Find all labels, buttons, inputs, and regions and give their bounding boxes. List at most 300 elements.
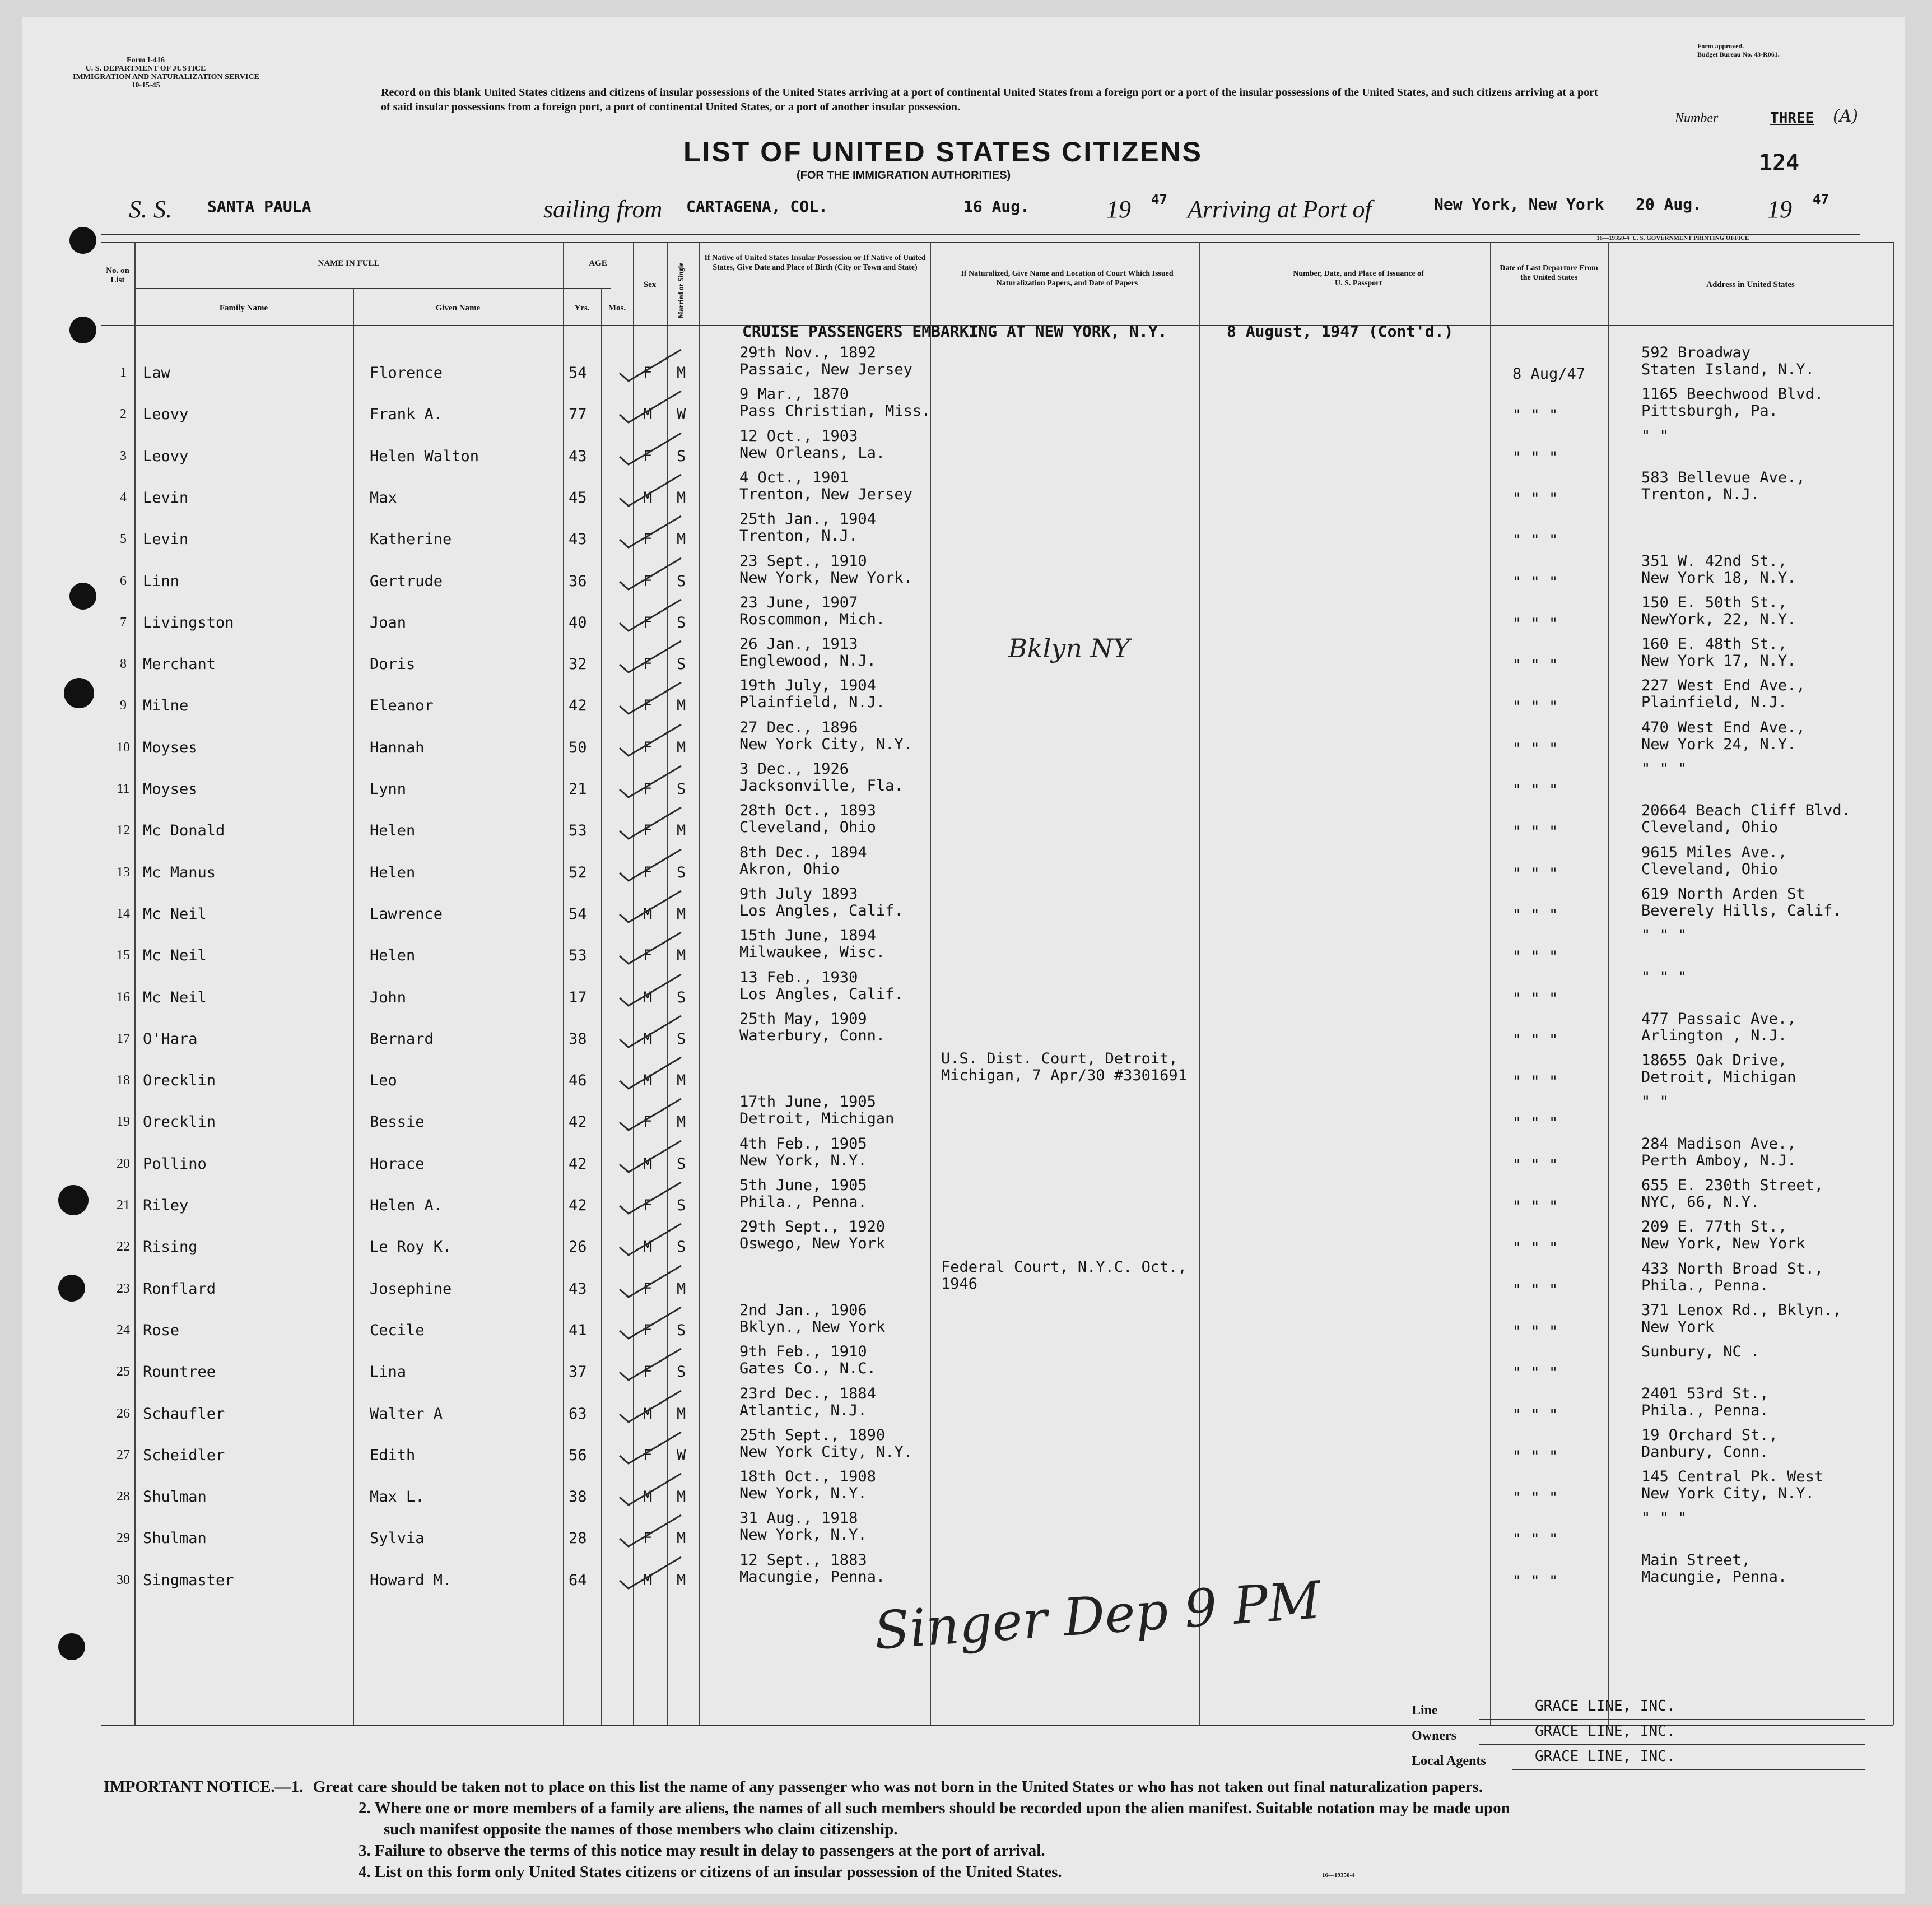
birth-date-cell: 29th Nov., 1892 xyxy=(739,344,876,361)
given-name-cell: Sylvia xyxy=(370,1530,425,1548)
check-mark-icon xyxy=(616,1470,683,1509)
address-line-1: 20664 Beach Cliff Blvd. xyxy=(1641,802,1851,820)
address-line-1: 18655 Oak Drive, xyxy=(1641,1052,1787,1070)
marital-cell: S xyxy=(677,656,686,673)
family-name-cell: Rising xyxy=(143,1238,198,1256)
age-cell: 42 xyxy=(569,1197,587,1214)
sex-cell: M xyxy=(643,1030,653,1048)
departure-cell: " " " xyxy=(1512,1572,1558,1590)
given-name-cell: Joan xyxy=(370,614,407,631)
approval-line-2: Budget Bureau No. 43-R061. xyxy=(1697,50,1780,58)
arriving-label: Arriving at Port of xyxy=(1188,196,1372,223)
marital-cell: S xyxy=(677,447,686,465)
sailing-label: sailing from xyxy=(543,196,663,223)
sex-cell: M xyxy=(643,1571,653,1589)
address-line-2: Phila., Penna. xyxy=(1641,1401,1769,1419)
birth-place-cell: Pass Christian, Miss. xyxy=(739,402,931,420)
arrival-date: 20 Aug. xyxy=(1636,195,1702,213)
family-name-cell: Mc Donald xyxy=(143,822,225,840)
sex-cell: M xyxy=(643,489,653,507)
given-name-cell: Lina xyxy=(370,1363,407,1381)
family-name-cell: Livingston xyxy=(143,614,234,631)
family-name-cell: Linn xyxy=(143,572,180,590)
address-line-2: Plainfield, N.J. xyxy=(1641,694,1787,712)
birth-place-cell: Plainfield, N.J. xyxy=(739,694,886,712)
check-mark-icon xyxy=(616,555,683,594)
birth-date-cell: 15th June, 1894 xyxy=(739,927,876,945)
birth-place-cell: Trenton, New Jersey xyxy=(739,485,913,503)
address-line-1: " " xyxy=(1641,427,1669,445)
sex-cell: F xyxy=(643,1363,653,1381)
check-mark-icon xyxy=(616,596,683,635)
age-cell: 28 xyxy=(569,1530,587,1548)
address-line-2: Staten Island, N.Y. xyxy=(1641,361,1814,378)
given-name-cell: Walter A xyxy=(370,1405,443,1423)
line-underline xyxy=(1479,1719,1865,1720)
printing-code: 16—19350-4 xyxy=(1596,235,1630,241)
address-line-1: 592 Broadway xyxy=(1641,344,1751,361)
sex-cell: F xyxy=(643,364,653,382)
birth-date-cell: 8th Dec., 1894 xyxy=(739,843,867,861)
family-name-cell: Mc Neil xyxy=(143,988,207,1006)
given-name-cell: Helen xyxy=(370,822,416,840)
address-line-1: 150 E. 50th St., xyxy=(1641,593,1787,611)
birth-place-cell: Detroit, Michigan xyxy=(739,1110,895,1128)
row-number: 9 xyxy=(120,698,127,713)
departure-cell: " " " xyxy=(1512,1281,1558,1299)
instructions: Record on this blank United States citizens and citizens of insular possessions of the United States arriving at a port of continental United States from a foreign port or a port of the insular possessions of the United States, and such citizens arriving at a port of said insular possessions from a foreign port, a port of continental United States, or a port of another insular possession. xyxy=(381,86,1598,113)
age-cell: 43 xyxy=(569,531,587,549)
family-name-cell: Levin xyxy=(143,531,189,549)
sex-cell: M xyxy=(643,1072,653,1090)
age-cell: 41 xyxy=(569,1321,587,1339)
birth-date-cell: 23rd Dec., 1884 xyxy=(739,1384,876,1402)
birth-date-cell: 31 Aug., 1918 xyxy=(739,1509,858,1527)
birth-place-cell: Cleveland, Ohio xyxy=(739,819,876,837)
row-number: 18 xyxy=(117,1073,130,1088)
check-mark-icon xyxy=(616,888,683,927)
line-value: GRACE LINE, INC. xyxy=(1535,1698,1675,1714)
departure-cell: " " " xyxy=(1512,1073,1558,1091)
sex-cell: M xyxy=(643,1238,653,1256)
birth-date-cell: 9th Feb., 1910 xyxy=(739,1343,867,1361)
departure-cell: " " " xyxy=(1512,740,1558,758)
departure-cell: " " " xyxy=(1512,1156,1558,1174)
age-cell: 26 xyxy=(569,1238,587,1256)
given-name-cell: Katherine xyxy=(370,531,452,549)
address-line-1: 433 North Broad St., xyxy=(1641,1260,1824,1277)
row-number: 25 xyxy=(117,1364,130,1379)
sex-cell: M xyxy=(643,1405,653,1423)
sex-cell: F xyxy=(643,447,653,465)
binder-hole xyxy=(69,583,96,610)
given-name-cell: Bessie xyxy=(370,1113,425,1131)
check-mark-icon xyxy=(616,388,683,427)
sheet-number: 124 xyxy=(1759,150,1800,176)
address-line-2: Pittsburgh, Pa. xyxy=(1641,402,1778,420)
birth-date-cell: 9th July 1893 xyxy=(739,885,858,903)
given-name-cell: Howard M. xyxy=(370,1571,452,1589)
family-name-cell: Pollino xyxy=(143,1155,207,1173)
depart-year: 47 xyxy=(1151,192,1167,207)
marital-cell: M xyxy=(677,738,686,756)
row-number: 20 xyxy=(117,1156,130,1171)
marital-cell: S xyxy=(677,1155,686,1173)
address-line-2: New York, New York xyxy=(1641,1235,1805,1253)
check-mark-icon xyxy=(616,471,683,510)
notice-item-2: 2. Where one or more members of a family are aliens, the names of all such members should be recorded upon the alien manifest. Suitable notation may be made upon xyxy=(359,1799,1510,1817)
table-top-border xyxy=(101,242,1893,243)
given-name-cell: Le Roy K. xyxy=(370,1238,452,1256)
departure-cell: " " " xyxy=(1512,1489,1558,1507)
form-number: Form I-416 xyxy=(126,56,165,64)
birth-date-cell: 5th June, 1905 xyxy=(739,1177,867,1194)
birth-date-cell: 25th Jan., 1904 xyxy=(739,510,876,528)
binder-hole xyxy=(69,317,96,343)
name-subheader-line xyxy=(134,288,611,289)
address-line-2: NYC, 66, N.Y. xyxy=(1641,1193,1760,1211)
col-sex: Sex xyxy=(643,280,657,289)
departure-cell: " " " xyxy=(1512,1114,1558,1132)
marital-cell: M xyxy=(677,1072,686,1090)
birth-date-cell: 29th Sept., 1920 xyxy=(739,1218,886,1236)
row-number: 7 xyxy=(120,615,127,630)
birth-place-cell: Englewood, N.J. xyxy=(739,652,876,670)
col-age: AGE xyxy=(589,259,607,268)
birth-place-cell: Jacksonville, Fla. xyxy=(739,777,904,794)
col-address: Address in United States xyxy=(1706,280,1795,289)
notice-item-1: Great care should be taken not to place on this list the name of any passenger who was not born in the United States or who has not taken out final naturalization papers. xyxy=(313,1778,1483,1796)
number-mark: (A) xyxy=(1833,106,1859,126)
age-cell: 43 xyxy=(569,447,587,465)
number-value: THREE xyxy=(1770,110,1814,127)
age-cell: 45 xyxy=(569,489,587,507)
given-name-cell: Max L. xyxy=(370,1488,425,1506)
family-name-cell: Mc Neil xyxy=(143,947,207,965)
check-mark-icon xyxy=(616,846,683,885)
row-number: 6 xyxy=(120,573,127,588)
departure-cell: " " " xyxy=(1512,448,1558,466)
address-line-1: " " " xyxy=(1641,760,1687,778)
row-number: 4 xyxy=(120,490,127,505)
row-number: 24 xyxy=(117,1322,130,1337)
sex-cell: F xyxy=(643,697,653,715)
given-name-cell: Lynn xyxy=(370,780,407,798)
marital-cell: S xyxy=(677,863,686,881)
given-name-cell: Helen Walton xyxy=(370,447,479,465)
marital-cell: M xyxy=(677,364,686,382)
check-mark-icon xyxy=(616,1137,683,1177)
age-cell: 53 xyxy=(569,822,587,840)
age-cell: 43 xyxy=(569,1280,587,1298)
check-mark-icon xyxy=(616,1012,683,1052)
check-mark-icon xyxy=(616,1345,683,1384)
col-family-name: Family Name xyxy=(219,304,268,313)
marital-cell: M xyxy=(677,489,686,507)
marital-cell: M xyxy=(677,1571,686,1589)
departure-cell: " " " xyxy=(1512,1447,1558,1465)
birth-date-cell: 12 Sept., 1883 xyxy=(739,1551,867,1569)
address-line-1: " " " xyxy=(1641,927,1687,945)
col-divider xyxy=(699,242,700,1725)
row-number: 13 xyxy=(117,865,130,880)
family-name-cell: Shulman xyxy=(143,1488,207,1506)
given-name-cell: Gertrude xyxy=(370,572,443,590)
owners-label: Owners xyxy=(1412,1729,1456,1743)
notice-heading: IMPORTANT NOTICE.—1. xyxy=(104,1778,304,1796)
col-last-departure: Date of Last Departure From the United States xyxy=(1500,264,1598,282)
address-line-1: 470 West End Ave., xyxy=(1641,718,1805,736)
col-married-single: Married or Single xyxy=(676,262,685,319)
row-number: 27 xyxy=(117,1447,130,1462)
department: U. S. DEPARTMENT OF JUSTICE xyxy=(85,64,206,73)
row-number: 17 xyxy=(117,1031,130,1046)
departure-cell: " " " xyxy=(1512,1239,1558,1257)
birth-date-cell: 19th July, 1904 xyxy=(739,677,876,695)
address-line-2: Arlington , N.J. xyxy=(1641,1026,1787,1044)
given-name-cell: Leo xyxy=(370,1072,397,1090)
notice-item-4: 4. List on this form only United States citizens or citizens of an insular possession of the United States. xyxy=(359,1863,1062,1881)
address-line-2: Trenton, N.J. xyxy=(1641,485,1760,503)
sex-cell: F xyxy=(643,822,653,840)
given-name-cell: Cecile xyxy=(370,1321,425,1339)
check-mark-icon xyxy=(616,1054,683,1093)
address-line-1: 1165 Beechwood Blvd. xyxy=(1641,385,1824,403)
row-number: 2 xyxy=(120,407,127,422)
col-divider xyxy=(1893,242,1894,1725)
marital-cell: M xyxy=(677,905,686,923)
row-number: 1 xyxy=(120,365,127,380)
address-line-1: 145 Central Pk. West xyxy=(1641,1468,1824,1486)
departure-cell: " " " xyxy=(1512,948,1558,966)
given-name-cell: Bernard xyxy=(370,1030,434,1048)
handwritten-bklyn-note: Bklyn NY xyxy=(1008,633,1130,663)
check-mark-icon xyxy=(616,1387,683,1427)
family-name-cell: Singmaster xyxy=(143,1571,234,1589)
sex-cell: F xyxy=(643,531,653,549)
check-mark-icon xyxy=(616,1262,683,1302)
birth-place-cell: Gates Co., N.C. xyxy=(739,1360,876,1378)
departure-cell: " " " xyxy=(1512,1364,1558,1382)
sex-cell: F xyxy=(643,614,653,631)
birth-date-cell: 17th June, 1905 xyxy=(739,1093,876,1111)
age-cell: 21 xyxy=(569,780,587,798)
col-no-on-list: No. on List xyxy=(106,266,129,285)
given-name-cell: Helen xyxy=(370,947,416,965)
sex-cell: F xyxy=(643,1197,653,1214)
sex-cell: F xyxy=(643,863,653,881)
address-line-1: " " " xyxy=(1641,968,1687,986)
family-name-cell: Schaufler xyxy=(143,1405,225,1423)
age-cell: 52 xyxy=(569,863,587,881)
marital-cell: S xyxy=(677,1238,686,1256)
birth-date-cell: 18th Oct., 1908 xyxy=(739,1468,876,1486)
address-line-2: Detroit, Michigan xyxy=(1641,1068,1796,1086)
address-line-2: Beverely Hills, Calif. xyxy=(1641,902,1842,919)
arrival-year: 47 xyxy=(1813,192,1829,207)
address-line-2: Danbury, Conn. xyxy=(1641,1443,1769,1461)
departure-cell: " " " xyxy=(1512,532,1558,550)
row-number: 3 xyxy=(120,448,127,463)
address-line-2: Macungie, Penna. xyxy=(1641,1568,1787,1586)
col-passport: Number, Date, and Place of Issuance of U. S. Passport xyxy=(1293,270,1424,287)
birth-place-cell: Bklyn., New York xyxy=(739,1318,886,1336)
birth-date-cell: 4 Oct., 1901 xyxy=(739,468,849,486)
birth-place-cell: Milwaukee, Wisc. xyxy=(739,944,886,961)
line-label: Line xyxy=(1412,1703,1438,1718)
departure-cell: " " " xyxy=(1512,865,1558,882)
birth-date-cell: 25th Sept., 1890 xyxy=(739,1426,886,1444)
given-name-cell: Lawrence xyxy=(370,905,443,923)
age-cell: 42 xyxy=(569,1113,587,1131)
marital-cell: S xyxy=(677,988,686,1006)
given-name-cell: Doris xyxy=(370,656,416,673)
family-name-cell: Leovy xyxy=(143,447,189,465)
family-name-cell: Merchant xyxy=(143,656,216,673)
address-line-1: Sunbury, NC . xyxy=(1641,1343,1760,1361)
col-divider xyxy=(930,242,931,1725)
address-line-1: " " " xyxy=(1641,1509,1687,1527)
handwritten-signature: Singer Dep 9 PM xyxy=(872,1570,1323,1661)
address-line-2: NewYork, 22, N.Y. xyxy=(1641,610,1796,628)
family-name-cell: Shulman xyxy=(143,1530,207,1548)
birth-place-cell: New York, New York. xyxy=(739,569,913,587)
departure-cell: " " " xyxy=(1512,1322,1558,1340)
departure-cell: " " " xyxy=(1512,573,1558,591)
notice-item-2b: such manifest opposite the names of those members who claim citizenship. xyxy=(384,1820,898,1838)
given-name-cell: Edith xyxy=(370,1446,416,1464)
marital-cell: M xyxy=(677,1488,686,1506)
birth-place-cell: Los Angles, Calif. xyxy=(739,985,904,1003)
col-age-yrs: Yrs. xyxy=(574,304,590,313)
check-mark-icon xyxy=(616,971,683,1010)
family-name-cell: Leovy xyxy=(143,406,189,424)
marital-cell: M xyxy=(677,1113,686,1131)
sex-cell: M xyxy=(643,988,653,1006)
row-number: 22 xyxy=(117,1239,130,1254)
check-mark-icon xyxy=(616,763,683,802)
family-name-cell: Ronflard xyxy=(143,1280,216,1298)
birth-place-cell: Akron, Ohio xyxy=(739,860,840,878)
manifest-page xyxy=(22,17,1905,1894)
family-name-cell: Scheidler xyxy=(143,1446,225,1464)
birth-date-cell: 23 June, 1907 xyxy=(739,593,858,611)
check-mark-icon xyxy=(616,679,683,718)
marital-cell: M xyxy=(677,1530,686,1548)
marital-cell: S xyxy=(677,1363,686,1381)
marital-cell: S xyxy=(677,1321,686,1339)
address-line-1: 2401 53rd St., xyxy=(1641,1384,1769,1402)
owners-value: GRACE LINE, INC. xyxy=(1535,1723,1675,1740)
port-from: CARTAGENA, COL. xyxy=(686,197,828,216)
page-subtitle: (FOR THE IMMIGRATION AUTHORITIES) xyxy=(797,169,1011,182)
sex-cell: M xyxy=(643,1488,653,1506)
birth-place-cell: New York, N.Y. xyxy=(739,1485,867,1503)
row-number: 19 xyxy=(117,1114,130,1130)
departure-cell: " " " xyxy=(1512,1406,1558,1424)
marital-cell: W xyxy=(677,1446,686,1464)
age-cell: 63 xyxy=(569,1405,587,1423)
age-cell: 36 xyxy=(569,572,587,590)
sex-cell: F xyxy=(643,1113,653,1131)
family-name-cell: Rountree xyxy=(143,1363,216,1381)
col-divider xyxy=(1608,242,1609,1725)
birth-place-cell: Trenton, N.J. xyxy=(739,527,858,545)
binder-hole xyxy=(58,1633,85,1660)
page-title: LIST OF UNITED STATES CITIZENS xyxy=(683,136,1203,168)
family-name-cell: O'Hara xyxy=(143,1030,198,1048)
family-name-cell: Levin xyxy=(143,489,189,507)
marital-cell: M xyxy=(677,1405,686,1423)
age-cell: 17 xyxy=(569,988,587,1006)
address-line-1: 351 W. 42nd St., xyxy=(1641,552,1787,570)
birth-place-cell: New York City, N.Y. xyxy=(739,1443,913,1461)
marital-cell: S xyxy=(677,1197,686,1214)
given-name-cell: Max xyxy=(370,489,397,507)
birth-date-cell: 26 Jan., 1913 xyxy=(739,635,858,653)
sex-cell: F xyxy=(643,1446,653,1464)
marital-cell: S xyxy=(677,572,686,590)
address-line-2: Phila., Penna. xyxy=(1641,1276,1769,1294)
sex-cell: F xyxy=(643,1280,653,1298)
marital-cell: S xyxy=(677,1030,686,1048)
given-name-cell: Hannah xyxy=(370,738,425,756)
departure-cell: " " " xyxy=(1512,490,1558,508)
notice-item-3: 3. Failure to observe the terms of this notice may result in delay to passengers at the port of arrival. xyxy=(359,1842,1045,1860)
address-line-2: New York xyxy=(1641,1318,1715,1336)
marital-cell: S xyxy=(677,614,686,631)
birth-place-cell: Passaic, New Jersey xyxy=(739,361,913,378)
address-line-1: 209 E. 77th St., xyxy=(1641,1218,1787,1236)
row-number: 21 xyxy=(117,1198,130,1212)
departure-cell: " " " xyxy=(1512,698,1558,716)
birth-date-cell: 23 Sept., 1910 xyxy=(739,552,867,570)
address-line-1: 371 Lenox Rd., Bklyn., xyxy=(1641,1301,1842,1319)
passport-banner: 8 August, 1947 (Cont'd.) xyxy=(1227,322,1454,341)
departure-cell: " " " xyxy=(1512,782,1558,799)
row-number: 30 xyxy=(117,1572,130,1587)
binder-hole xyxy=(58,1275,85,1302)
col-divider xyxy=(1199,242,1200,1725)
approval-note xyxy=(1697,42,1821,59)
marital-cell: S xyxy=(677,780,686,798)
check-mark-icon xyxy=(616,430,683,469)
birth-place-cell: New York, N.Y. xyxy=(739,1526,867,1544)
age-cell: 56 xyxy=(569,1446,587,1464)
check-mark-icon xyxy=(616,1095,683,1135)
check-mark-icon xyxy=(616,721,683,760)
row-number: 29 xyxy=(117,1531,130,1546)
sex-cell: F xyxy=(643,572,653,590)
notice-1 xyxy=(104,1776,1483,1797)
age-cell: 64 xyxy=(569,1571,587,1589)
row-number: 8 xyxy=(120,657,127,672)
age-cell: 42 xyxy=(569,1155,587,1173)
sex-cell: F xyxy=(643,738,653,756)
marital-cell: M xyxy=(677,697,686,715)
birth-date-cell: 25th May, 1909 xyxy=(739,1010,867,1028)
given-name-cell: Helen xyxy=(370,863,416,881)
address-line-1: 583 Bellevue Ave., xyxy=(1641,468,1805,486)
cruise-banner: CRUISE PASSENGERS EMBARKING AT NEW YORK, N.Y. xyxy=(742,322,1167,341)
address-line-2: New York City, N.Y. xyxy=(1641,1485,1814,1503)
check-mark-icon xyxy=(616,638,683,677)
voyage-underline xyxy=(101,234,1860,235)
approval-line-1: Form approved. xyxy=(1697,42,1744,50)
birth-place-cell: Macungie, Penna. xyxy=(739,1568,886,1586)
family-name-cell: Milne xyxy=(143,697,189,715)
check-mark-icon xyxy=(616,1179,683,1218)
